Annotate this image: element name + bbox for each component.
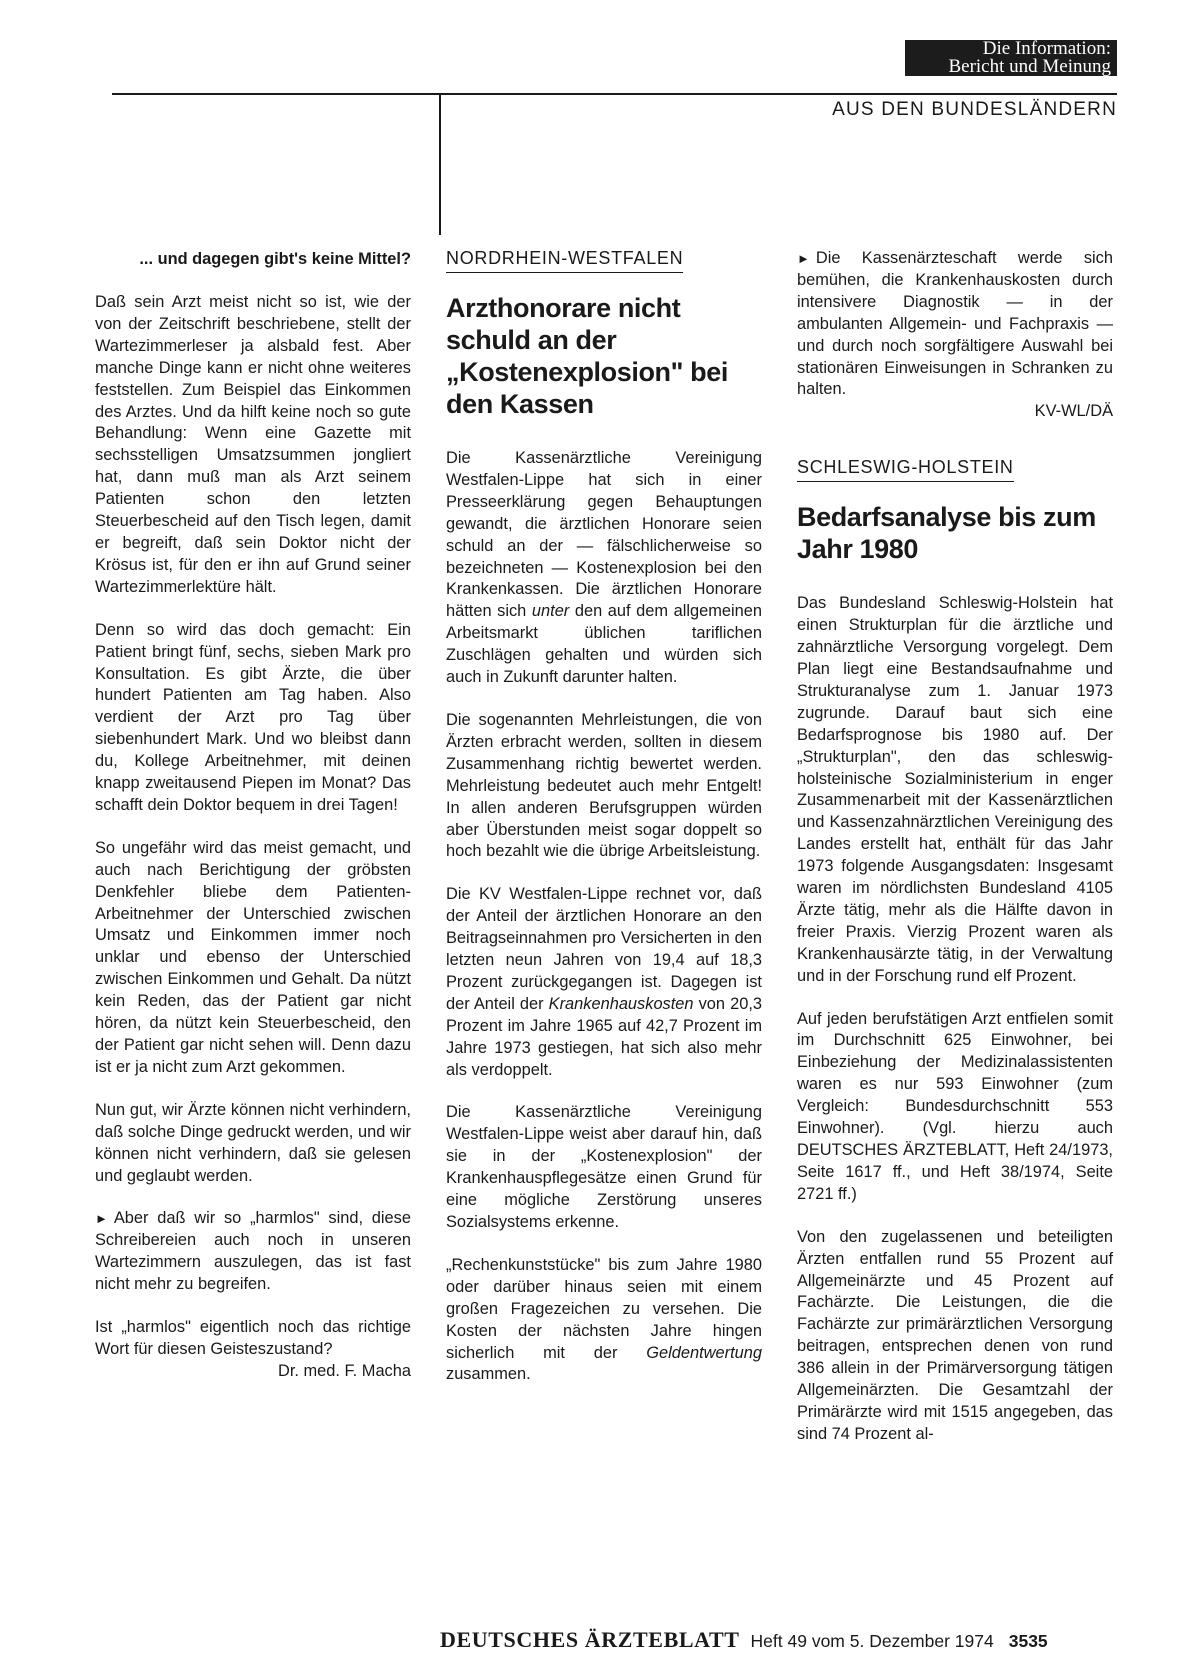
issue-info: Heft 49 vom 5. Dezember 1974	[750, 1631, 994, 1651]
paragraph-text: zusammen.	[446, 1365, 531, 1384]
paragraph	[446, 448, 762, 689]
region-label: NORDRHEIN-WESTFALEN	[446, 248, 683, 273]
paragraph-text: „Rechenkunststücke" bis zum Jahre 1980 oder darüber hinaus seien mit einem großen Fragezeichen zu versehen. Die Kosten der nächsten Jahre hingen sicherlich mit der	[446, 1255, 762, 1362]
paragraph	[95, 1317, 411, 1383]
column-divider	[439, 93, 441, 235]
paragraph-text: Aber daß wir so „harmlos" sind, diese Schreibereien auch noch in unseren Wartezimmern auszulegen, das ist fast nicht mehr zu begreifen.	[95, 1209, 411, 1294]
page-footer	[440, 1627, 1048, 1653]
paragraph: Die Kassenärztliche Vereinigung Westfalen-Lippe weist aber darauf hin, daß sie in der „Kostenexplosion" der Krankenhauspflegesätze einen Grund für eine mögliche Zerstörung unseres Sozialsystems erkenne.	[446, 1103, 762, 1231]
paragraph: Das Bundesland Schleswig-Holstein hat einen Strukturplan für die ärztliche und zahnärztliche Versorgung vorgelegt. Dem Plan liegt eine Bestandsaufnahme und Strukturanalyse zum 1. Januar 1973 zugrunde. Darauf baut sich eine Bedarfsprognose bis 1980 auf. Der „Strukturplan", den das schleswig-holsteinische Sozialministerium in enger Zusammenarbeit mit der Kassenärztlichen und Kassenzahnärztlichen Vereinigung des Landes erstellt hat, enthält für das Jahr 1973 folgende Ausgangsdaten: Insgesamt waren im nördlichsten Bundesland 4105 Ärzte tätig, mehr als die Hälfte davon in freier Praxis. Vierzig Prozent waren als Krankenhausärzte tätig, in der Verwaltung und in der Forschung rund elf Prozent.	[797, 594, 1113, 985]
header-rubric-line2: Bericht und Meinung	[948, 56, 1111, 77]
paragraph	[446, 884, 762, 1081]
emphasis: unter	[531, 602, 570, 621]
region-label: SCHLESWIG-HOLSTEIN	[797, 457, 1014, 482]
bullet-arrow-icon: ►	[797, 251, 810, 266]
paragraph: Denn so wird das doch gemacht: Ein Patient bringt fünf, sechs, sieben Mark pro Konsultation. Es gibt Ärzte, die über hundert Patienten am Tag haben. Also verdient der Arzt pro Tag über siebenhundert Mark. Und wo bleibst dann du, Kollege Arbeitnehmer, mit deinen knapp zweitausend Piepen im Monat? Das schafft dein Doktor bequem in drei Tagen!	[95, 620, 411, 814]
paragraph: Nun gut, wir Ärzte können nicht verhindern, daß solche Dinge gedruckt werden, und wir können nicht verhindern, daß sie gelesen und geglaubt werden.	[95, 1100, 411, 1185]
column-heading: ... und dagegen gibt's keine Mittel?	[139, 250, 411, 268]
paragraph-text: den auf dem allgemeinen Arbeitsmarkt üblichen tariflichen Zuschlägen gehalten und würden sich auch in Zukunft darunter halten.	[446, 602, 763, 687]
paragraph: Von den zugelassenen und beteiligten Ärzten entfallen rund 55 Prozent auf Allgemeinärzte und 45 Prozent auf Fachärzte. Die Leistungen, die die Fachärzte zur primärärztlichen Versorgung beitragen, entsprechen denen von rund 386 allein in der Primärversorgung tätigen Allgemeinärzten. Die Gesamtzahl der Primärärzte wird mit 1515 angegeben, das sind 74 Prozent al-	[797, 1227, 1113, 1443]
author-signature: Dr. med. F. Macha	[278, 1361, 411, 1380]
journal-title: DEUTSCHES ÄRZTEBLATT	[440, 1627, 740, 1652]
paragraph	[797, 248, 1113, 423]
paragraph: Daß sein Arzt meist nicht so ist, wie der von der Zeitschrift beschriebene, stellt der Wartezimmerleser ja alsbald fest. Aber manche Dinge kann er nicht ohne weiteres feststellen. Zum Beispiel das Einkommen des Arztes. Und da hilft keine noch so gute Behandlung: Wenn eine Gazette mit sechsstelligen Umsatzsummen jongliert hat, dann muß man als Arzt seinem Patienten schon den letzten Steuerbescheid auf den Tisch legen, damit er begreift, daß sein Doktor nicht der Krösus ist, für den er ihn auf Grund seiner Wartezimmerlektüre hält.	[95, 293, 411, 596]
header-rubric-box	[905, 40, 1117, 76]
paragraph-text: Ist „harmlos" eigentlich noch das richtige Wort für diesen Geisteszustand?	[95, 1318, 411, 1358]
paragraph-text: Die Kassenärztliche Vereinigung Westfalen-Lippe hat sich in einer Presseerklärung gegen Behauptungen gewandt, die ärztlichen Honorare seien schuld an der — fälschlicherweise so bezeichneten — Kostenexplosion bei den Krankenkassen. Die ärztlichen Honorare hätten sich	[446, 449, 762, 621]
header-rubric-line1: Die Information:	[982, 38, 1111, 59]
paragraph: So ungefähr wird das meist gemacht, und auch nach Berichtigung der gröbsten Denkfehler bliebe dem Patienten-Arbeitnehmer der Unterschied zwischen Umsatz und Einkommen immer noch unklar und ebenso der Unterschied zwischen Einkommen und Gehalt. Da nützt kein Reden, das der Patient gar nicht hören, da nützt kein Steuerbescheid, den der Patient gar nicht sehen will. Denn dazu ist er ja nicht zum Arzt gekommen.	[95, 838, 411, 1076]
paragraph	[95, 1208, 411, 1296]
column-left	[95, 248, 411, 1383]
paragraph-text: Die KV Westfalen-Lippe rechnet vor, daß der Anteil der ärztlichen Honorare an den Beitragseinnahmen pro Versicherten in den letzten neun Jahren von 19,4 auf 18,3 Prozent zurückgegangen ist. Dagegen ist der Anteil der	[446, 885, 762, 1013]
paragraph-text: von 20,3 Prozent im Jahre 1965 auf 42,7 Prozent im Jahre 1973 gestiegen, hat sich also mehr als verdoppelt.	[446, 994, 762, 1079]
column-middle	[446, 248, 762, 1386]
section-title: AUS DEN BUNDESLÄNDERN	[832, 99, 1117, 120]
article-headline: Arzthonorare nicht schuld an der „Kostenexplosion" bei den Kassen	[446, 293, 728, 419]
header-rule	[112, 93, 1117, 95]
emphasis: Krankenhauskosten	[548, 994, 694, 1013]
emphasis: Geldentwertung	[646, 1343, 762, 1362]
source-credit: KV-WL/DÄ	[1034, 402, 1113, 421]
paragraph	[446, 1255, 762, 1386]
paragraph: Die sogenannten Mehrleistungen, die von Ärzten erbracht werden, sollten in diesem Zusammenhang richtig bewertet werden. Mehrleistung bedeutet auch mehr Entgelt! In allen anderen Berufsgruppen würden aber Überstunden meist sogar doppelt so hoch bezahlt wie die übrige Arbeitsleistung.	[446, 710, 762, 861]
bullet-arrow-icon: ►	[95, 1211, 108, 1227]
paragraph: Auf jeden berufstätigen Arzt entfielen somit im Durchschnitt 625 Einwohner, bei Einbeziehung der Medizinalassistenten waren es nur 593 Einwohner (zum Vergleich: Bundesdurchschnitt 553 Einwohner). (Vgl. hierzu auch DEUTSCHES ÄRZTEBLATT, Heft 24/1973, Seite 1617 ff., und Heft 38/1974, Seite 2721 ff.)	[797, 1009, 1113, 1203]
article-headline: Bedarfsanalyse bis zum Jahr 1980	[797, 502, 1096, 565]
paragraph-text: Die Kassenärzteschaft werde sich bemühen, die Krankenhauskosten durch intensivere Diagnostik — in der ambulanten Allgemein- und Fachpraxis — und durch noch sorgfältigere Auswahl bei stationären Einweisungen in Schranken zu halten.	[797, 249, 1113, 399]
page-number: 3535	[1008, 1631, 1048, 1651]
column-right	[797, 248, 1113, 1446]
